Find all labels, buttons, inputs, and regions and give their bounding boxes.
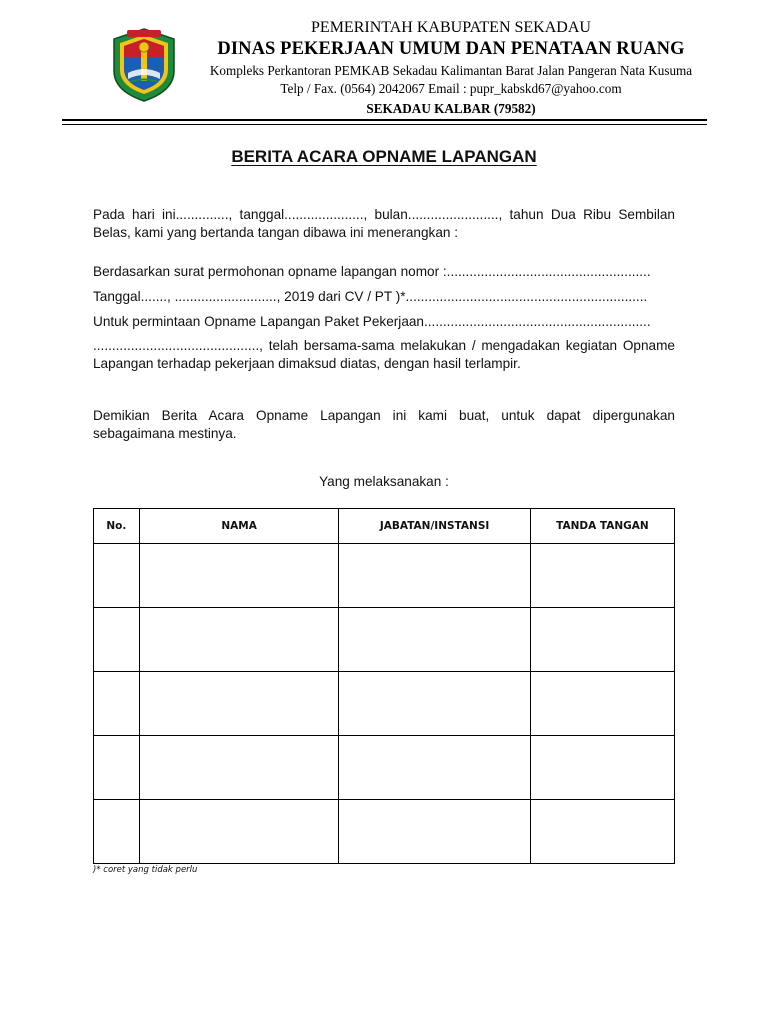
cell-no[interactable]	[94, 608, 140, 672]
letterhead	[186, 18, 716, 118]
cell-tanda-tangan[interactable]	[530, 608, 674, 672]
cell-no[interactable]	[94, 800, 140, 864]
cell-tanda-tangan[interactable]	[530, 544, 674, 608]
cell-jabatan[interactable]	[339, 544, 530, 608]
letterhead-rule-thin	[62, 124, 707, 125]
table-row	[94, 736, 675, 800]
cell-nama[interactable]	[139, 544, 339, 608]
date-contractor-line: Tanggal......., ..........................., 2019 dari CV / PT )*................................................................	[93, 289, 648, 304]
work-package-line: Untuk permintaan Opname Lapangan Paket Pekerjaan............................................................	[93, 314, 651, 329]
signature-table	[93, 508, 675, 864]
footnote: )* coret yang tidak perlu	[93, 865, 198, 875]
column-header-nama: NAMA	[139, 509, 339, 544]
letterhead-rule-thick	[62, 119, 707, 121]
request-letter-line: Berdasarkan surat permohonan opname lapangan nomor :......................................................	[93, 264, 651, 279]
activity-paragraph: ............................................, telah bersama-sama melakukan / mengadakan kegiatan Opname Lapangan terhadap pekerjaan dimaksud diatas, dengan hasil terlampir.	[93, 338, 675, 371]
column-header-no: No.	[94, 509, 140, 544]
cell-nama[interactable]	[139, 800, 339, 864]
table-row	[94, 544, 675, 608]
cell-jabatan[interactable]	[339, 736, 530, 800]
cell-jabatan[interactable]	[339, 800, 530, 864]
table-row	[94, 672, 675, 736]
opening-paragraph: Pada hari ini.............., tanggal....................., bulan........................, tahun Dua Ribu Sembilan Belas, kami yang bertanda tangan dibawa ini menerangkan :	[93, 207, 675, 240]
agency-city: SEKADAU KALBAR (79582)	[366, 101, 536, 116]
column-header-tanda-tangan: TANDA TANGAN	[530, 509, 674, 544]
table-row	[94, 800, 675, 864]
closing-paragraph: Demikian Berita Acara Opname Lapangan ini kami buat, untuk dapat dipergunakan sebagaimana mestinya.	[93, 408, 675, 441]
cell-no[interactable]	[94, 736, 140, 800]
cell-nama[interactable]	[139, 608, 339, 672]
cell-tanda-tangan[interactable]	[530, 672, 674, 736]
cell-jabatan[interactable]	[339, 608, 530, 672]
cell-no[interactable]	[94, 544, 140, 608]
government-name: PEMERINTAH KABUPATEN SEKADAU	[311, 19, 591, 36]
document-title: BERITA ACARA OPNAME LAPANGAN	[231, 147, 537, 166]
cell-nama[interactable]	[139, 672, 339, 736]
signature-heading: Yang melaksanakan :	[319, 474, 449, 489]
table-row	[94, 608, 675, 672]
cell-tanda-tangan[interactable]	[530, 800, 674, 864]
cell-jabatan[interactable]	[339, 672, 530, 736]
agency-contact: Telp / Fax. (0564) 2042067 Email : pupr_kabskd67@yahoo.com	[280, 81, 622, 96]
column-header-jabatan: JABATAN/INSTANSI	[339, 509, 530, 544]
cell-nama[interactable]	[139, 736, 339, 800]
agency-address: Kompleks Perkantoran PEMKAB Sekadau Kalimantan Barat Jalan Pangeran Nata Kusuma	[209, 63, 693, 78]
cell-tanda-tangan[interactable]	[530, 736, 674, 800]
regency-emblem-icon	[110, 27, 178, 103]
cell-no[interactable]	[94, 672, 140, 736]
table-header-row	[94, 509, 675, 544]
agency-name: DINAS PEKERJAAN UMUM DAN PENATAAN RUANG	[217, 39, 685, 59]
